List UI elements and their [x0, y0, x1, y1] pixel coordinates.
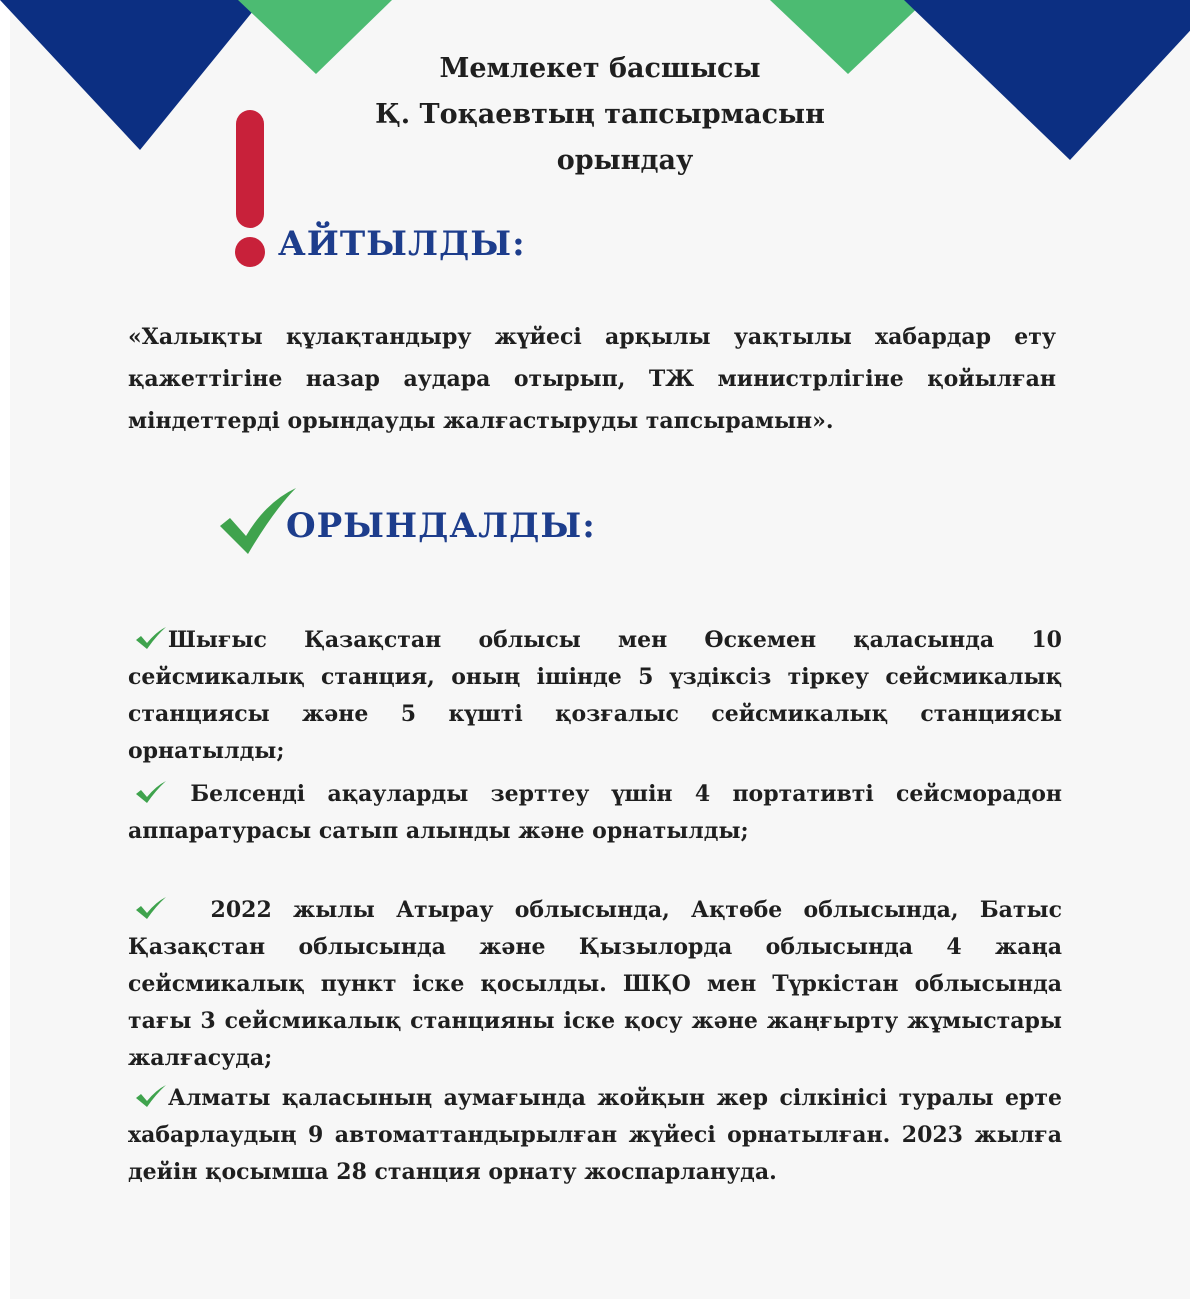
done-item-text: 2022 жылы Атырау облысында, Ақтөбе облысында, Батыс Қазақстан облысында және Қызылорда облысында 4 жаңа сейсмикалық пункт іске қосылды. ШҚО мен Түркістан облысында тағы 3 сейсмикалық станцияны іске қосу және жаңғырту жұмыстары жалғасуда;: [128, 897, 1062, 1071]
said-title: АЙТЫЛДЫ:: [278, 224, 526, 264]
header-line-1: Мемлекет басшысы: [439, 53, 761, 84]
small-check-icon: [134, 626, 168, 650]
done-item: [128, 892, 1062, 1077]
done-item-text: Алматы қаласының аумағында жойқын жер сілкінісі туралы ерте хабарлаудың 9 автоматтандырылған жүйесі орнатылған. 2023 жылға дейін қосымша 28 станция орнату жоспарлануда.: [128, 1085, 1062, 1185]
small-check-icon: [134, 1084, 168, 1108]
quote-text: «Халықты құлақтандыру жүйесі арқылы уақтылы хабардар ету қажеттігіне назар аудара отырып, ТЖ министрлігіне қойылған міндеттерді орындауды жалғастыруды тапсырамын».: [128, 324, 1056, 434]
small-check-icon: [134, 780, 168, 804]
done-item: [128, 1080, 1062, 1191]
done-item-text: Белсенді ақауларды зерттеу үшін 4 портативті сейсморадон аппаратурасы сатып алынды және орнатылды;: [128, 781, 1062, 844]
small-check-icon: [134, 896, 168, 920]
page-header: [0, 46, 1200, 184]
header-line-3: орындау: [556, 145, 694, 176]
done-item-text: Шығыс Қазақстан облысы мен Өскемен қаласында 10 сейсмикалық станция, оның ішінде 5 үздіксіз тіркеу сейсмикалық станциясы және 5 күшті қозғалыс сейсмикалық станциясы орнатылды;: [128, 627, 1062, 764]
done-item: [128, 776, 1062, 850]
done-title: ОРЫНДАЛДЫ:: [286, 506, 596, 546]
exclamation-icon: [232, 110, 268, 270]
header-line-2: Қ. Тоқаевтың тапсырмасын: [375, 99, 825, 130]
done-item: [128, 622, 1062, 770]
